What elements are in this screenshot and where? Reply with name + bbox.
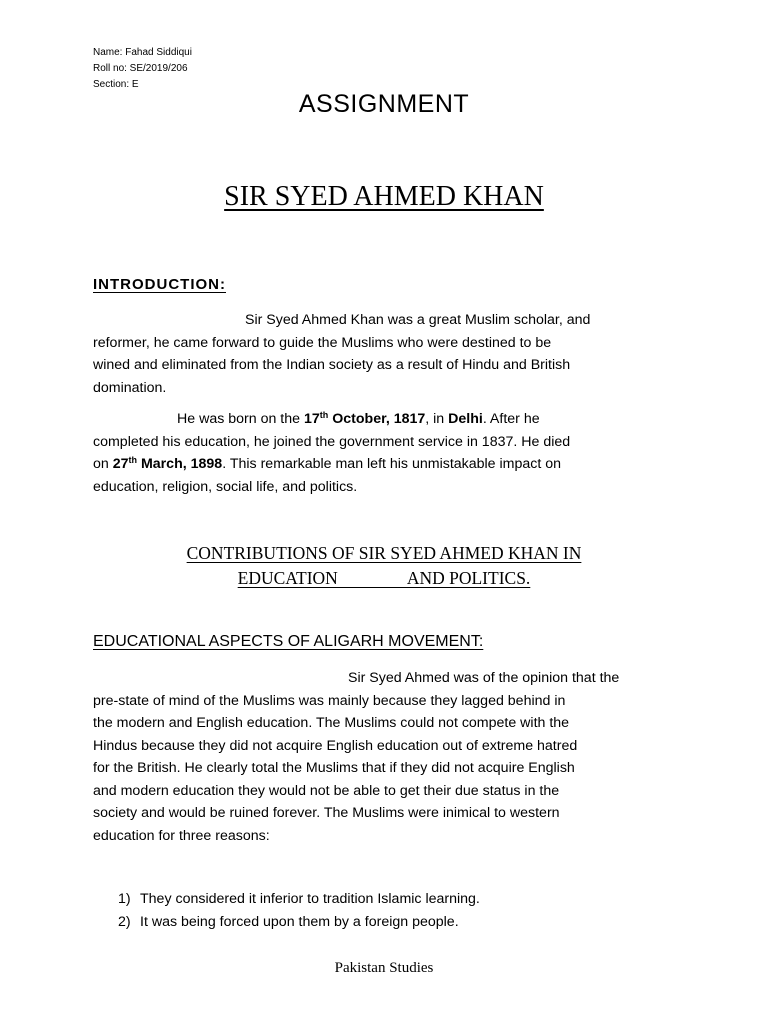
birth-place: Delhi xyxy=(448,411,483,427)
paragraph-line: pre-state of mind of the Muslims was mainly because they lagged behind in xyxy=(93,692,566,709)
contributions-heading-line-1: CONTRIBUTIONS OF SIR SYED AHMED KHAN IN xyxy=(186,543,582,563)
paragraph-line: Hindus because they did not acquire English education out of extreme hatred xyxy=(93,737,578,754)
paragraph-line: education, religion, social life, and politics. xyxy=(93,478,358,495)
paragraph-line: society and would be ruined forever. The Muslims were inimical to western xyxy=(93,805,560,821)
list-number: 2) xyxy=(118,914,131,930)
roll-number: Roll no: SE/2019/206 xyxy=(93,63,188,74)
page-footer: Pakistan Studies xyxy=(334,960,434,976)
birth-day-suffix: th xyxy=(319,410,329,420)
paragraph-line: Sir Syed Ahmed was of the opinion that the xyxy=(348,670,620,686)
introduction-heading: INTRODUCTION: xyxy=(93,276,226,293)
page-title: SIR SYED AHMED KHAN xyxy=(224,181,544,212)
birth-day: 17 xyxy=(303,411,320,427)
list-item xyxy=(118,888,480,911)
text-run: . After he xyxy=(482,411,540,427)
paragraph-line: domination. xyxy=(93,379,167,396)
contributions-heading-line-2: EDUCATION AND POLITICS. xyxy=(237,568,531,588)
assignment-title: ASSIGNMENT xyxy=(298,90,470,118)
death-day: 27 xyxy=(112,456,129,472)
list-text: It was being forced upon them by a foreign people. xyxy=(140,914,459,930)
section: Section: E xyxy=(93,79,139,90)
text-run: . This remarkable man left his unmistakable impact on xyxy=(222,456,562,472)
contributions-heading xyxy=(0,541,768,591)
text-run: on xyxy=(93,456,113,472)
educational-aspects-heading: EDUCATIONAL ASPECTS OF ALIGARH MOVEMENT: xyxy=(93,633,484,650)
paragraph-line xyxy=(93,408,673,431)
list-number: 1) xyxy=(118,891,131,907)
student-info xyxy=(93,45,192,93)
paragraph-line: for the British. He clearly total the Muslims that if they did not acquire English xyxy=(93,760,575,776)
text-run: He was born on the xyxy=(177,411,304,427)
paragraph-line: reformer, he came forward to guide the Muslims who were destined to be xyxy=(93,334,552,351)
death-date: March, 1898 xyxy=(137,456,223,472)
text-run: , in xyxy=(425,411,449,427)
paragraph-line: and modern education they would not be able to get their due status in the xyxy=(93,782,560,799)
paragraph-line: wined and eliminated from the Indian society as a result of Hindu and British xyxy=(93,357,571,373)
list-text: They considered it inferior to tradition Islamic learning. xyxy=(140,891,480,907)
paragraph-line: Sir Syed Ahmed Khan was a great Muslim scholar, and xyxy=(245,312,591,328)
educational-paragraph xyxy=(93,667,673,847)
reasons-list xyxy=(118,888,480,934)
introduction-paragraph-1 xyxy=(93,309,673,399)
student-name: Name: Fahad Siddiqui xyxy=(93,47,192,58)
birth-date: October, 1817 xyxy=(328,411,426,427)
paragraph-line xyxy=(93,453,673,476)
paragraph-line: education for three reasons: xyxy=(93,827,270,844)
paragraph-line: completed his education, he joined the government service in 1837. He died xyxy=(93,433,571,450)
death-day-suffix: th xyxy=(128,455,138,465)
introduction-paragraph-2 xyxy=(93,408,673,498)
list-item xyxy=(118,911,480,934)
paragraph-line: the modern and English education. The Muslims could not compete with the xyxy=(93,715,570,731)
